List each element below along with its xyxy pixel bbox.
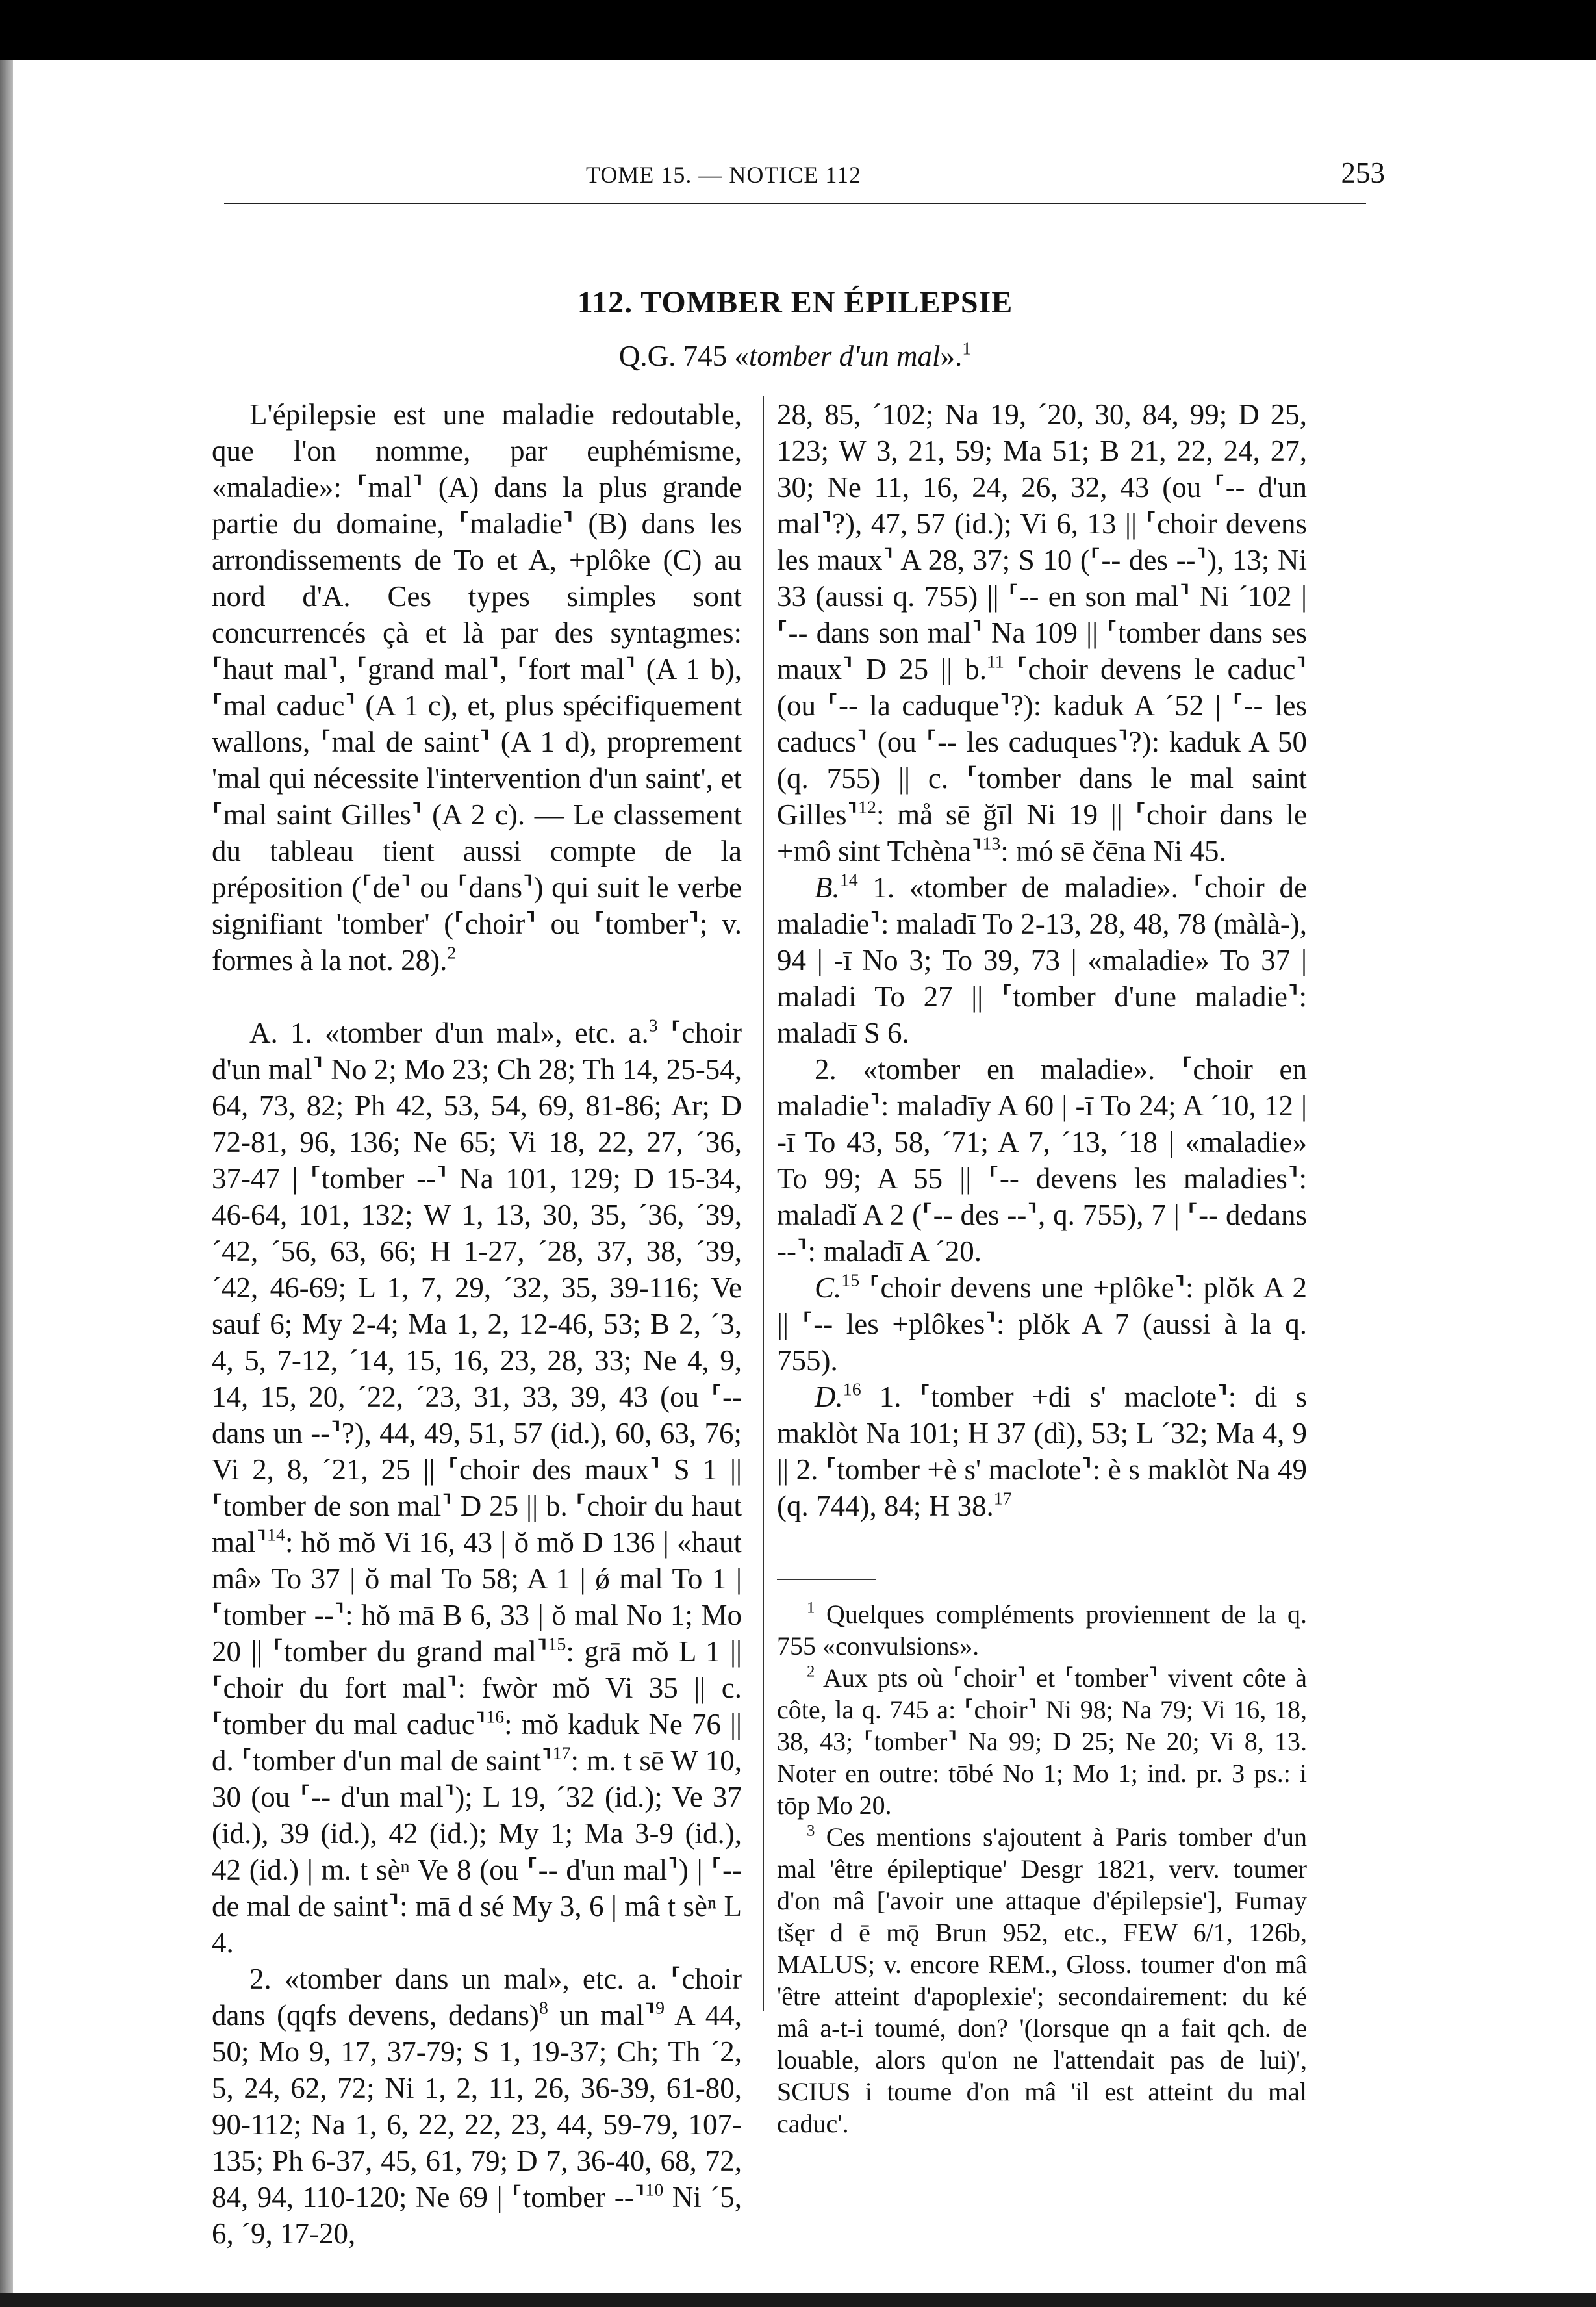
footnote-text: Ces mentions s'ajoutent à Paris tomber d'un mal 'être épileptique' Desgr 1821, verv. toumer d'on mâ ['avoir une attaque d'épilepsie'], Fumay tšęr d ē mǭ Brun 952, etc., FEW 6/1, 126b, MALUS; v. encore REM., Gloss. toumer d'on mâ 'être atteint d'apoplexie'; secondairement: du ké mâ a-t-i toumé, don? '(lorsque qn a fait qch. de louable, alors qu'on ne l'attendait pas de lui)', SCIUS i toume d'on mâ 'il est atteint du mal caduc'. [777, 1822, 1307, 2138]
intro-paragraph [212, 396, 742, 978]
article-subtitle [224, 339, 1366, 373]
footnote-ref: 17 [993, 1488, 1012, 1509]
intro-text: L'épilepsie est une maladie redoutable, que l'on nomme, par euphémisme, «maladie»: ⸢mal⸣ (A) dans la plus grande partie du domaine, ⸢maladie⸣ (B) dans les arrondissements de To et A, +plôke (C) au nord d'A. Ces types simples sont concurrencés çà et là par des syntagmes: ⸢haut mal⸣, ⸢grand mal⸣, ⸢fort mal⸣ (A 1 b), ⸢mal caduc⸣ (A 1 c), et, plus spécifiquement wallons, ⸢mal de saint⸣ (A 1 d), proprement 'mal qui nécessite l'intervention d'un saint', et ⸢mal saint Gilles⸣ (A 2 c). — Le classement du tableau tient aussi compte de la préposition (⸢de⸣ ou ⸢dans⸣) qui suit le verbe signifiant 'tomber' (⸢choir⸣ ou ⸢tomber⸣; v. formes à la not. 28). [212, 398, 742, 976]
footnote-ref: 10 [645, 2180, 664, 2200]
section-b1 [777, 869, 1307, 1051]
section-c [777, 1269, 1307, 1379]
running-head: TOME 15. — NOTICE 112 [586, 162, 861, 188]
footnote-ref: 16 [486, 1707, 505, 1727]
left-column [212, 396, 742, 2252]
footnote [777, 1598, 1307, 1662]
page-number: 253 [1341, 157, 1385, 189]
section-text: Ni ´5, 6, ´9, 17-20, [212, 2181, 742, 2250]
footnote-ref: 9 [655, 1998, 665, 2019]
section-text: : grā mŏ L 1 || ⸢choir du fort mal⸣: fwòr mŏ Vi 35 || c. ⸢tomber du mal caduc⸣ [212, 1635, 742, 1740]
footnote-mark: 2 [807, 1663, 815, 1681]
section-text: ⸢choir d'un mal⸣ No 2; Mo 23; Ch 28; Th 14, 25-54, 64, 73, 82; Ph 42, 53, 54, 69, 81-86; Ar; D 72-81, 96, 136; Ne 65; Vi 18, 22, 27, ´36, 37-47 | ⸢tomber --⸣ Na 101, 129; D 15-34, 46-64, 101, 132; W 1, 13, 30, 35, ´36, ´39, ´42, ´56, 63, 66; H 1-27, ´28, 37, 38, ´39, ´42, 46-69; L 1, 7, 29, ´32, 35, 39-116; Ve sauf 6; My 2-4; Ma 1, 2, 12-46, 53; B 2, ´3, 4, 5, 7-12, ´14, 15, 16, 23, 28, 33; Ne 4, 9, 14, 15, 20, ´22, ´23, 31, 33, 39, 43 (ou ⸢-- dans un --⸣?), 44, 49, 51, 57 (id.), 60, 63, 76; Vi 2, 8, ´21, 25 || ⸢choir des maux⸣ S 1 || ⸢tomber de son mal⸣ D 25 || b. ⸢choir du haut mal⸣ [212, 1017, 742, 1559]
footnote-ref: 3 [648, 1015, 658, 1036]
section-text: A 44, 50; Mo 9, 17, 37-79; S 1, 19-37; Ch; Th ´2, 5, 24, 62, 72; Ni 1, 2, 11, 26, 36-39, 61-80, 90-112; Na 1, 6, 22, 22, 23, 44, 59-79, 107-135; Ph 6-37, 45, 61, 79; D 7, 36-40, 68, 72, 84, 94, 110-120; Ne 69 | ⸢tomber --⸣ [212, 1999, 742, 2213]
section-text: 1. «tomber de maladie». ⸢choir de maladie⸣: maladī To 2-13, 28, 48, 78 (màlà-), 94 | -ī No 3; To 39, 73 | «maladie» To 37 | maladi To 27 || ⸢tomber d'une maladie⸣: maladī S 6. [777, 871, 1307, 1049]
column-divider [763, 396, 764, 2011]
footnote-ref: 8 [538, 1998, 548, 2019]
section-text: 1. ⸢tomber +di s' maclote⸣: di s maklòt Na 101; H 37 (dì), 53; L ´32; Ma 4, 9 || 2. ⸢tomber +è s' maclote⸣: è s maklòt Na 49 (q. 744), 84; H 38. [777, 1381, 1307, 1522]
footnote-text: Quelques compléments proviennent de la q. 755 «convulsions». [777, 1600, 1307, 1661]
section-text: ⸢choir devens une +plôke⸣: plŏk A 2 || ⸢-- les +plôkes⸣: plŏk A 7 (aussi à la q. 755). [777, 1271, 1307, 1377]
section-text: un mal⸣ [548, 1999, 656, 2032]
footnote-ref: 1 [962, 338, 972, 359]
header-rule [224, 203, 1366, 204]
footnote-ref: 14 [267, 1525, 285, 1546]
footnote-mark: 3 [807, 1822, 815, 1840]
subtitle-italic: tomber d'un mal [748, 340, 941, 372]
article-title: 112. TOMBER EN ÉPILEPSIE [577, 285, 1013, 320]
subtitle-prefix: Q.G. 745 « [618, 340, 749, 372]
footnote-ref: 15 [841, 1270, 860, 1291]
footnotes [777, 1598, 1307, 2139]
section-text: 2. «tomber dans un mal», etc. a. ⸢choir dans (qqfs devens, dedans) [212, 1963, 742, 2032]
section-letter: D. [815, 1381, 843, 1413]
section-letter: C. [815, 1271, 842, 1304]
footnote-ref: 11 [987, 652, 1004, 672]
scan-top-border [0, 0, 1596, 60]
section-letter: B. [815, 871, 840, 904]
footnote-ref: 2 [447, 943, 457, 963]
section-b2 [777, 1051, 1307, 1269]
subtitle-suffix: ». [940, 340, 963, 372]
section-text: : hŏ mŏ Vi 16, 43 | ŏ mŏ D 136 | «haut mâ» To 37 | ŏ mal To 58; A 1 | ǿ mal To 1 | ⸢tomber --⸣: hŏ mā B 6, 33 | ŏ mal No 1; Mo 20 || ⸢tomber du grand mal⸣ [212, 1526, 742, 1668]
footnote-ref: 14 [839, 870, 858, 891]
section-text: : må sē ğīl Ni 19 || ⸢choir dans le +mô sint Tchèna⸣ [777, 798, 1307, 867]
footnote-rule [777, 1579, 876, 1580]
section-text: ⸢choir devens le caduc⸣ (ou ⸢-- la caduque⸣?): kaduk A ´52 | ⸢-- les caducs⸣ (ou ⸢-- les caduques⸣?): kaduk A 50 (q. 755) || c. ⸢tomber dans le mal saint Gilles⸣ [777, 653, 1307, 831]
footnote-mark: 1 [807, 1599, 815, 1617]
scan-bottom-border [0, 2293, 1596, 2307]
section-a2 [212, 1961, 742, 2252]
section-text: : mŏ kaduk Ne 76 || d. ⸢tomber d'un mal de saint⸣ [212, 1708, 742, 1777]
right-column [777, 396, 1307, 2139]
section-text: : mó sē čēna Ni 45. [1000, 835, 1226, 867]
footnote [777, 1821, 1307, 2139]
footnote-ref: 17 [552, 1743, 571, 1764]
scan-left-edge [0, 60, 13, 2307]
footnote-text: Aux pts où ⸢choir⸣ et ⸢tomber⸣ vivent côte à côte, la q. 745 a: ⸢choir⸣ Ni 98; Na 79; Vi 16, 18, 38, 43; ⸢tomber⸣ Na 99; D 25; Ne 20; Vi 8, 13. Noter en outre: tōbé No 1; Mo 1; ind. pr. 3 ps.: i tōp Mo 20. [777, 1663, 1307, 1820]
footnote-ref: 15 [548, 1634, 566, 1655]
section-a1 [212, 1015, 742, 1961]
section-text: A. 1. «tomber d'un mal», etc. a. [249, 1017, 649, 1049]
section-text: 2. «tomber en maladie». ⸢choir en maladie⸣: maladīy A 60 | -ī To 24; A ´10, 12 | -ī To 43, 58, ´71; A 7, ´13, ´18 | «maladie» To 99; A 55 || ⸢-- devens les maladies⸣: maladĭ A 2 (⸢-- des --⸣, q. 755), 7 | ⸢-- dedans --⸣: maladī A ´20. [777, 1053, 1307, 1268]
footnote-ref: 12 [858, 797, 876, 818]
section-text: : m. t sē W 10, 30 (ou ⸢-- d'un mal⸣); L 19, ´32 (id.); Ve 37 (id.), 39 (id.), 42 (id.); My 1; Ma 3-9 (id.), 42 (id.) | m. t sèⁿ Ve 8 (ou ⸢-- d'un mal⸣) | ⸢-- de mal de saint⸣: mā d sé My 3, 6 | mâ t sèⁿ L 4. [212, 1744, 742, 1959]
footnote-ref: 13 [982, 834, 1001, 854]
section-text: 28, 85, ´102; Na 19, ´20, 30, 84, 99; D 25, 123; W 3, 21, 59; Ma 51; B 21, 22, 24, 27, 30; Ne 11, 16, 24, 26, 32, 43 (ou ⸢-- d'un mal⸣?), 47, 57 (id.); Vi 6, 13 || ⸢choir devens les maux⸣ A 28, 37; S 10 (⸢-- des --⸣), 13; Ni 33 (aussi q. 755) || ⸢-- en son mal⸣ Ni ´102 | ⸢-- dans son mal⸣ Na 109 || ⸢tomber dans ses maux⸣ D 25 || b. [777, 398, 1307, 685]
footnote-ref: 16 [842, 1379, 861, 1400]
section-a2-continued [777, 396, 1307, 869]
footnote [777, 1662, 1307, 1821]
section-d [777, 1379, 1307, 1524]
